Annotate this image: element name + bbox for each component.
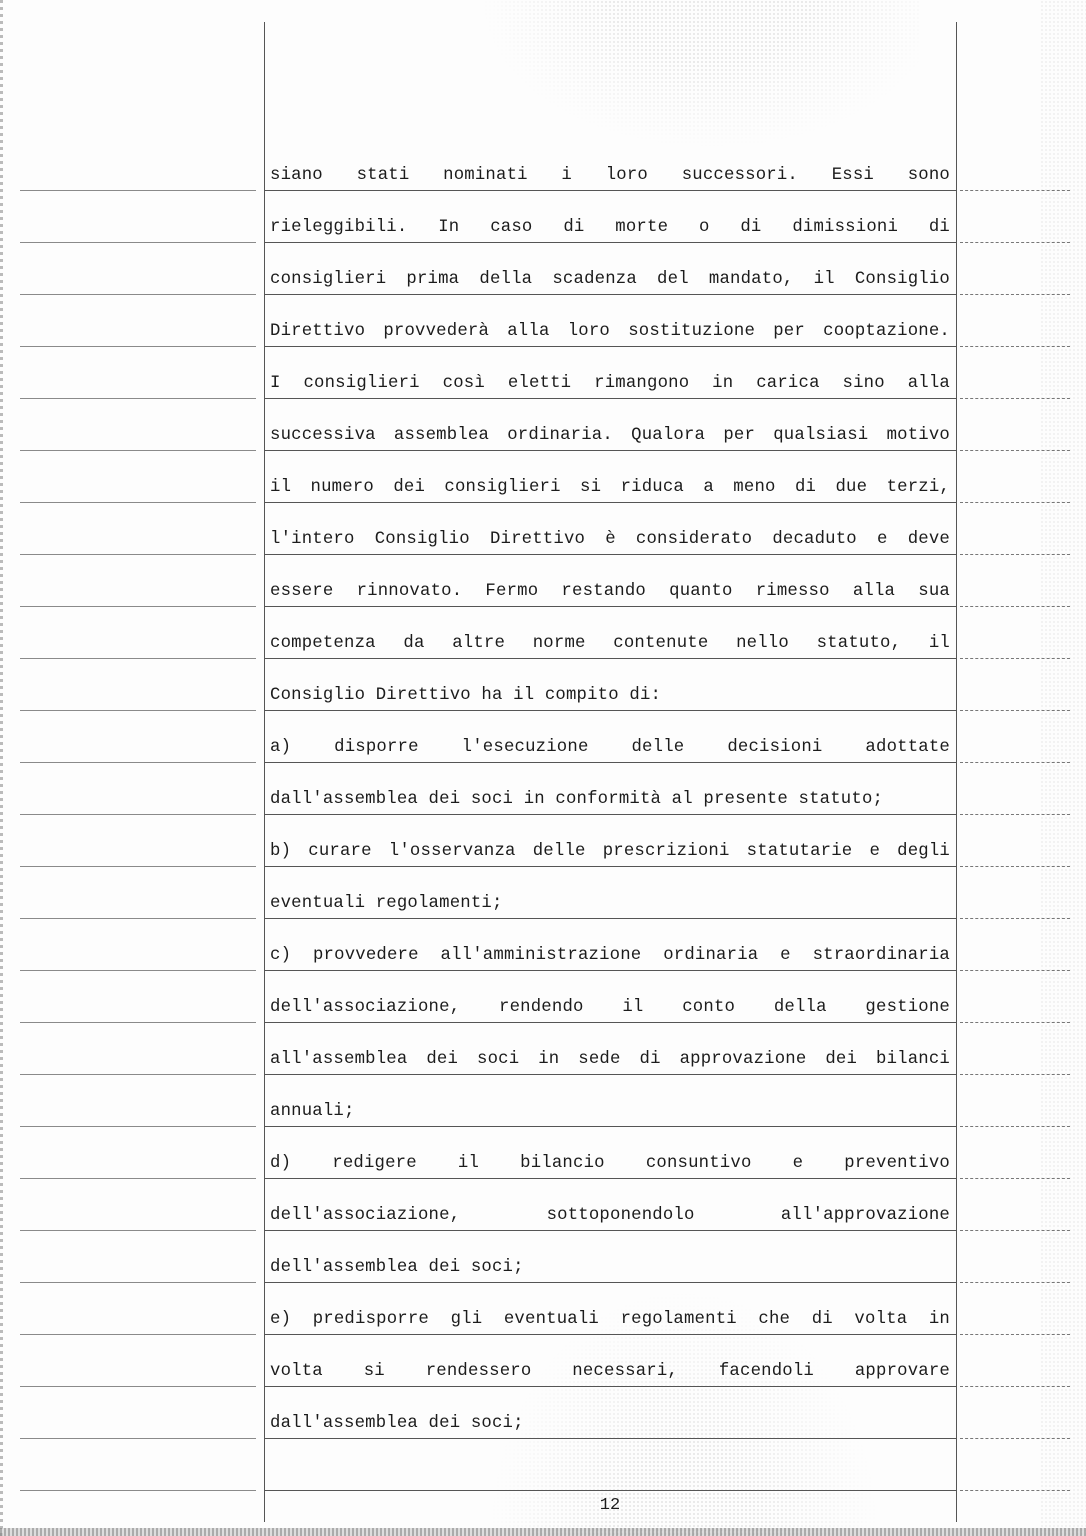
text-line: dell'associazione, rendendo il conto della gestione [270, 998, 950, 1017]
text-rule [264, 710, 956, 711]
margin-rule [960, 1022, 1070, 1023]
list-item-b: b) curare l'osservanza delle prescrizioni statutarie e degli [270, 842, 950, 861]
margin-rule [960, 294, 1070, 295]
text-line: l'intero Consiglio Direttivo è considerato decaduto e deve [270, 530, 950, 549]
text-rule [264, 1386, 956, 1387]
text-line: essere rinnovato. Fermo restando quanto rimesso alla sua [270, 582, 950, 601]
text-line: dall'assemblea dei soci; [270, 1414, 524, 1433]
margin-rule [20, 1022, 256, 1023]
margin-rule [960, 450, 1070, 451]
margin-rule [960, 346, 1070, 347]
margin-rule [20, 190, 256, 191]
text-rule [264, 346, 956, 347]
margin-rule [960, 554, 1070, 555]
text-line: eventuali regolamenti; [270, 894, 503, 913]
text-rule [264, 554, 956, 555]
margin-rule [960, 1334, 1070, 1335]
text-rule [264, 1022, 956, 1023]
text-rule [264, 242, 956, 243]
text-rule [264, 918, 956, 919]
margin-rule [960, 502, 1070, 503]
right-margin-line [956, 22, 957, 1522]
scan-edge [0, 0, 3, 1536]
margin-rule [20, 1126, 256, 1127]
margin-rule [20, 762, 256, 763]
text-line: Direttivo provvederà alla loro sostituzione per cooptazione. [270, 322, 950, 341]
text-line: siano stati nominati i loro successori. Essi sono [270, 166, 950, 185]
scan-shading-right [1040, 0, 1086, 1536]
text-rule [264, 1230, 956, 1231]
margin-rule [960, 762, 1070, 763]
margin-rule [20, 502, 256, 503]
text-line: dall'assemblea dei soci in conformità al presente statuto; [270, 790, 884, 809]
margin-rule [960, 190, 1070, 191]
margin-rule [20, 918, 256, 919]
text-rule [264, 294, 956, 295]
margin-rule [960, 1438, 1070, 1439]
text-rule [264, 814, 956, 815]
margin-rule [20, 294, 256, 295]
margin-rule [960, 1386, 1070, 1387]
text-rule [264, 1126, 956, 1127]
text-line: dell'associazione, sottoponendolo all'approvazione [270, 1206, 950, 1225]
margin-rule [20, 1438, 256, 1439]
list-item-d: d) redigere il bilancio consuntivo e preventivo [270, 1154, 950, 1173]
margin-rule [960, 1490, 1070, 1491]
margin-rule [960, 398, 1070, 399]
text-rule [264, 1490, 956, 1491]
margin-rule [20, 1074, 256, 1075]
text-line: volta si rendessero necessari, facendoli approvare [270, 1362, 950, 1381]
text-line: I consiglieri così eletti rimangono in carica sino alla [270, 374, 950, 393]
text-rule [264, 450, 956, 451]
margin-rule [20, 1230, 256, 1231]
text-line: consiglieri prima della scadenza del mandato, il Consiglio [270, 270, 950, 289]
text-rule [264, 762, 956, 763]
margin-rule [960, 970, 1070, 971]
text-rule [264, 658, 956, 659]
margin-rule [20, 398, 256, 399]
margin-rule [20, 1178, 256, 1179]
text-rule [264, 398, 956, 399]
margin-rule [20, 1334, 256, 1335]
text-line: competenza da altre norme contenute nello statuto, il [270, 634, 950, 653]
list-item-e: e) predisporre gli eventuali regolamenti che di volta in [270, 1310, 950, 1329]
scan-bottom-edge [0, 1528, 1086, 1536]
margin-rule [20, 606, 256, 607]
text-rule [264, 1438, 956, 1439]
list-item-c: c) provvedere all'amministrazione ordinaria e straordinaria [270, 946, 950, 965]
margin-rule [20, 814, 256, 815]
list-item-a: a) disporre l'esecuzione delle decisioni adottate [270, 738, 950, 757]
text-line: successiva assemblea ordinaria. Qualora per qualsiasi motivo [270, 426, 950, 445]
margin-rule [20, 1490, 256, 1491]
margin-rule [960, 918, 1070, 919]
margin-rule [960, 710, 1070, 711]
margin-rule [960, 1230, 1070, 1231]
margin-rule [20, 866, 256, 867]
text-rule [264, 606, 956, 607]
margin-rule [20, 554, 256, 555]
margin-rule [960, 1126, 1070, 1127]
margin-rule [20, 1282, 256, 1283]
margin-rule [960, 814, 1070, 815]
text-rule [264, 190, 956, 191]
text-rule [264, 1178, 956, 1179]
margin-rule [20, 710, 256, 711]
left-margin-line [264, 22, 265, 1522]
text-line: Consiglio Direttivo ha il compito di: [270, 686, 662, 705]
margin-rule [960, 1074, 1070, 1075]
margin-rule [20, 970, 256, 971]
text-line: annuali; [270, 1102, 355, 1121]
text-rule [264, 502, 956, 503]
text-line: rieleggibili. In caso di morte o di dimissioni di [270, 218, 950, 237]
text-line: dell'assemblea dei soci; [270, 1258, 524, 1277]
text-rule [264, 1074, 956, 1075]
margin-rule [960, 1178, 1070, 1179]
margin-rule [960, 1282, 1070, 1283]
text-line: il numero dei consiglieri si riduca a meno di due terzi, [270, 478, 950, 497]
margin-rule [20, 346, 256, 347]
margin-rule [20, 658, 256, 659]
margin-rule [960, 242, 1070, 243]
margin-rule [960, 658, 1070, 659]
text-rule [264, 866, 956, 867]
margin-rule [960, 866, 1070, 867]
text-rule [264, 1282, 956, 1283]
margin-rule [960, 606, 1070, 607]
text-line: all'assemblea dei soci in sede di approvazione dei bilanci [270, 1050, 950, 1069]
page-number: 12 [599, 1496, 621, 1515]
margin-rule [20, 242, 256, 243]
text-rule [264, 1334, 956, 1335]
margin-rule [20, 1386, 256, 1387]
text-rule [264, 970, 956, 971]
margin-rule [20, 450, 256, 451]
